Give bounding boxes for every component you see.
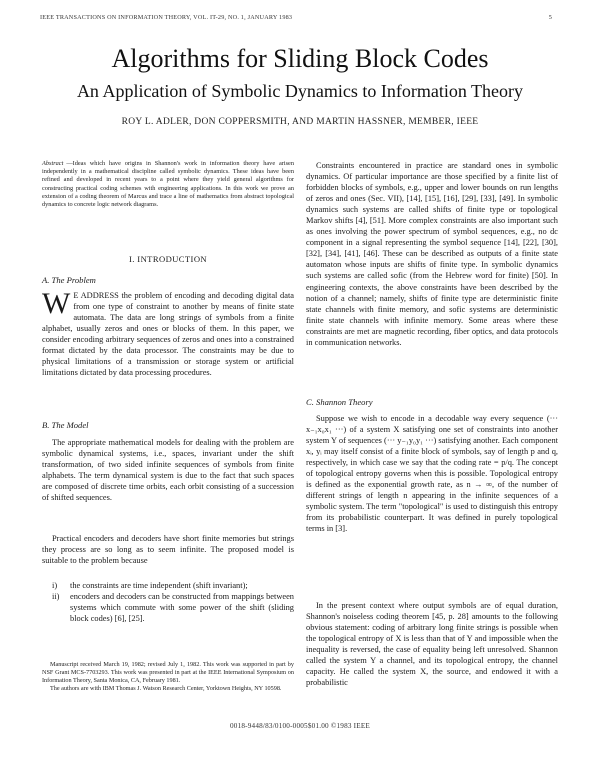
running-title: IEEE TRANSACTIONS ON INFORMATION THEORY, VOL. IT-29, NO. 1, JANUARY 1983 bbox=[40, 14, 293, 21]
running-head bbox=[40, 14, 552, 24]
list-item bbox=[52, 580, 294, 591]
subsection-heading-model: B. The Model bbox=[42, 420, 89, 430]
list-item-text: the constraints are time independent (shift invariant); bbox=[70, 581, 248, 590]
footnote-manuscript: Manuscript received March 19, 1982; revised July 1, 1982. This work was supported in part by NSF Grant MCS-7703293. This work was presented in part at the IEEE International Symposium on Information Theory, Santa Monica, CA, February 1981. bbox=[42, 661, 294, 685]
model-conditions-list bbox=[52, 580, 294, 624]
paragraph-shannon-1: Suppose we wish to encode in a decodable way every sequence (··· x₋₁x₀x₁ ···) of a system X satisfying one set of constraints into another system Y of sequences (··· y₋₁y₀y₁ ···) satisfying another. Each component xᵢ, yᵢ may itself consist of a finite block of symbols, say of length p and q, respectively, in which case we say that the coding rate = p/q. The concept of topological entropy governs when this is possible. Topological entropy is defined as the exponential growth rate, as n → ∞, of the number of different strings of length n appearing in the infinite sequences of a symbolic system. The term "topological" is used to distinguish this entropy from its probabilistic counterpart. It was defined in purely topological terms in [3]. bbox=[306, 414, 558, 534]
list-item bbox=[52, 591, 294, 624]
list-marker: ii) bbox=[52, 592, 60, 602]
section-heading-introduction: I. INTRODUCTION bbox=[128, 254, 208, 264]
subsection-heading-problem: A. The Problem bbox=[42, 275, 96, 285]
paragraph-problem bbox=[42, 287, 294, 378]
paragraph-constraints: Constraints encountered in practice are standard ones in symbolic dynamics. Of particular importance are those specified by a finite list of forbidden blocks of symbols, e.g., upper and lower bounds on run lengths of zeros and ones (Sec. VII), [14], [15], [16], [29], [33], [49]. In symbolic dynamics such systems are called shifts of finite type or topological Markov shifts [4], [51]. More complex constraints are also important such as ones involving the power spectrum of symbol sequences, e.g., no dc component in a signal representing the symbol sequence [14], [22], [30], [32], [34], [41], [46]. These can be described as outputs of a finite state automaton whose inputs are shifts of finite type. In symbolic dynamics such systems are called sofic (from the Hebrew word for finite) [50]. In engineering contexts, the above constraints have been described by the notion of a channel; namely, shifts of finite type are deterministic finite state channels with finite memory, and sofic systems are deterministic finite state channels with infinite memory. Some areas where these constraints are met are magnetic recording, fiber optics, and data protocols in communication networks. bbox=[306, 161, 558, 347]
list-item-text: encoders and decoders can be constructed from mappings between systems which commute with some power of the shift (sliding block codes) [6], [25]. bbox=[70, 592, 294, 624]
footnote-affiliation: The authors are with IBM Thomas J. Watson Research Center, Yorktown Heights, NY 10598. bbox=[50, 685, 282, 693]
drop-cap: W bbox=[42, 287, 71, 320]
paragraph-problem-text: E ADDRESS the problem of encoding and decoding digital data from one type of constraint to another by means of finite state automata. The data are long strings of symbols from a finite alphabet, usually zeros and ones or blocks of them. In this paper, we consider encoding arbitrary sequences of zeros and ones into a constrained format dictated by the data processor. The constraints may be due to physical limitations of a transmission or storage system or artificial limitations dictated by data processing procedures. bbox=[42, 291, 294, 378]
abstract bbox=[42, 160, 294, 209]
paper-title: Algorithms for Sliding Block Codes bbox=[111, 44, 489, 73]
list-marker: i) bbox=[52, 581, 58, 590]
paragraph-shannon-2: In the present context where output symbols are of equal duration, Shannon's noiseless coding theorem [45, p. 28] amounts to the following obvious statement: coding of arbitrary long finite strings is possible when the topological entropy of X is less than that of Y and impossible when the inequality is reversed, the case of equality being left unresolved. Shannon called the system Y a channel, and its topological entropy, the channel capacity. He called the system X, the source, and endowed it with a probabilistic bbox=[306, 601, 558, 688]
footnote bbox=[42, 661, 294, 693]
abstract-label: Abstract bbox=[42, 160, 64, 167]
subsection-heading-shannon: C. Shannon Theory bbox=[306, 397, 373, 407]
paper-authors: ROY L. ADLER, DON COPPERSMITH, AND MARTIN HASSNER, MEMBER, IEEE bbox=[121, 117, 479, 127]
page-number: 5 bbox=[548, 14, 552, 21]
paragraph-model-1: The appropriate mathematical models for dealing with the problem are symbolic dynamical systems, i.e., spaces, invariant under the shift transformation, of two sided infinite sequences of symbols from finite alphabets. The term dynamical system is due to the fact that such spaces are composed of discrete time orbits, each orbit consisting of a succession of shifted sequences. bbox=[42, 438, 294, 503]
abstract-text: —Ideas which have origins in Shannon's work in information theory have arisen independently in a mathematical discipline called symbolic dynamics. These ideas have been refined and developed in recent years to a point where they yield general algorithms for constructing practical coding schemes with engineering applications. In this work we prove an extension of a coding theorem of Marcus and trace a line of mathematics from abstract topological dynamics to concrete logic network diagrams. bbox=[42, 160, 294, 209]
paragraph-model-2: Practical encoders and decoders have short finite memories but strings they process are so long as to seem infinite. The proposed model is suitable to the problem because bbox=[42, 534, 294, 566]
copyright-footer: 0018-9448/83/0100-0005$01.00 ©1983 IEEE bbox=[229, 722, 371, 730]
paper-subtitle: An Application of Symbolic Dynamics to Information Theory bbox=[76, 81, 524, 101]
